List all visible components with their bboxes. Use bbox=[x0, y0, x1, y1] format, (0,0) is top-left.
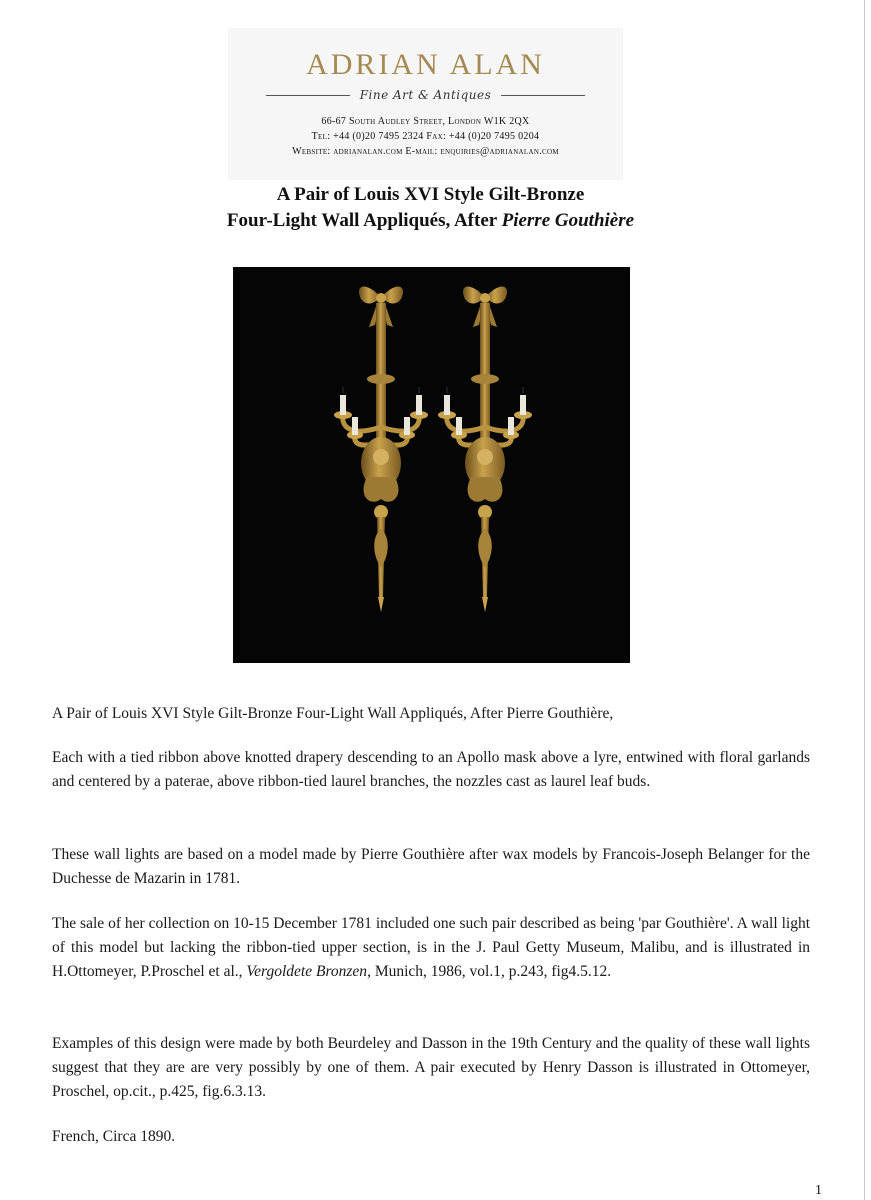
page-number: 1 bbox=[815, 1183, 822, 1198]
date-attribution: French, Circa 1890. bbox=[52, 1128, 176, 1145]
title-line-2-text: Four-Light Wall Appliqués, After bbox=[226, 210, 502, 231]
document-title-line-1: A Pair of Louis XVI Style Gilt-Bronze bbox=[276, 184, 585, 205]
company-web-email: Website: adrianalan.com E-mail: enquiries@adrianalan.com bbox=[292, 146, 559, 157]
book-title: Vergoldete Bronzen bbox=[246, 963, 368, 980]
tagline-rule-left bbox=[266, 95, 350, 96]
description-paragraph-2: These wall lights are based on a model made by Pierre Gouthière after wax models by Francois-Joseph Belanger for the Duchesse de Mazarin in 1781. bbox=[52, 846, 810, 887]
paragraph-3-text-b: , Munich, 1986, vol.1, p.243, fig4.5.12. bbox=[367, 963, 612, 980]
right-wall-applique bbox=[438, 286, 532, 612]
left-wall-applique bbox=[334, 286, 428, 612]
tagline: Fine Art & Antiques bbox=[359, 88, 492, 102]
tagline-rule-right bbox=[501, 95, 585, 96]
title-artist-name: Pierre Gouthière bbox=[501, 210, 635, 231]
company-name: ADRIAN ALAN bbox=[306, 48, 545, 81]
wall-appliques-illustration bbox=[233, 267, 630, 663]
description-heading: A Pair of Louis XVI Style Gilt-Bronze Four-Light Wall Appliqués, After Pierre Gouthière, bbox=[52, 705, 614, 722]
letterhead bbox=[228, 28, 623, 180]
description-paragraph-1: Each with a tied ribbon above knotted drapery descending to an Apollo mask above a lyre, entwined with floral garlands and centered by a paterae, above ribbon-tied laurel branches, the nozzles cast as laurel leaf buds. bbox=[52, 749, 810, 790]
company-phone-fax: Tel: +44 (0)20 7495 2324 Fax: +44 (0)20 7495 0204 bbox=[311, 131, 540, 142]
product-photo bbox=[233, 267, 630, 663]
description-paragraph-3 bbox=[52, 912, 810, 984]
description-paragraph-4: Examples of this design were made by both Beurdeley and Dasson in the 19th Century and the quality of these wall lights suggest that they are are very possibly by one of them. A pair executed by Henry Dasson is illustrated in Ottomeyer, Proschel, op.cit., p.425, fig.6.3.13. bbox=[52, 1035, 810, 1100]
document-title-line-2 bbox=[0, 210, 861, 232]
page-edge bbox=[864, 0, 865, 1200]
company-address: 66-67 South Audley Street, London W1K 2QX bbox=[321, 116, 530, 127]
tagline-row bbox=[228, 84, 623, 106]
paragraph-3-text-a: The sale of her collection on 10-15 December 1781 included one such pair described as being 'par Gouthière'. A wall light of this model but lacking the ribbon-tied upper section, is in the J. Paul Getty Museum, Malibu, and is illustrated in H.Ottomeyer, P.Proschel et al., bbox=[52, 915, 810, 980]
